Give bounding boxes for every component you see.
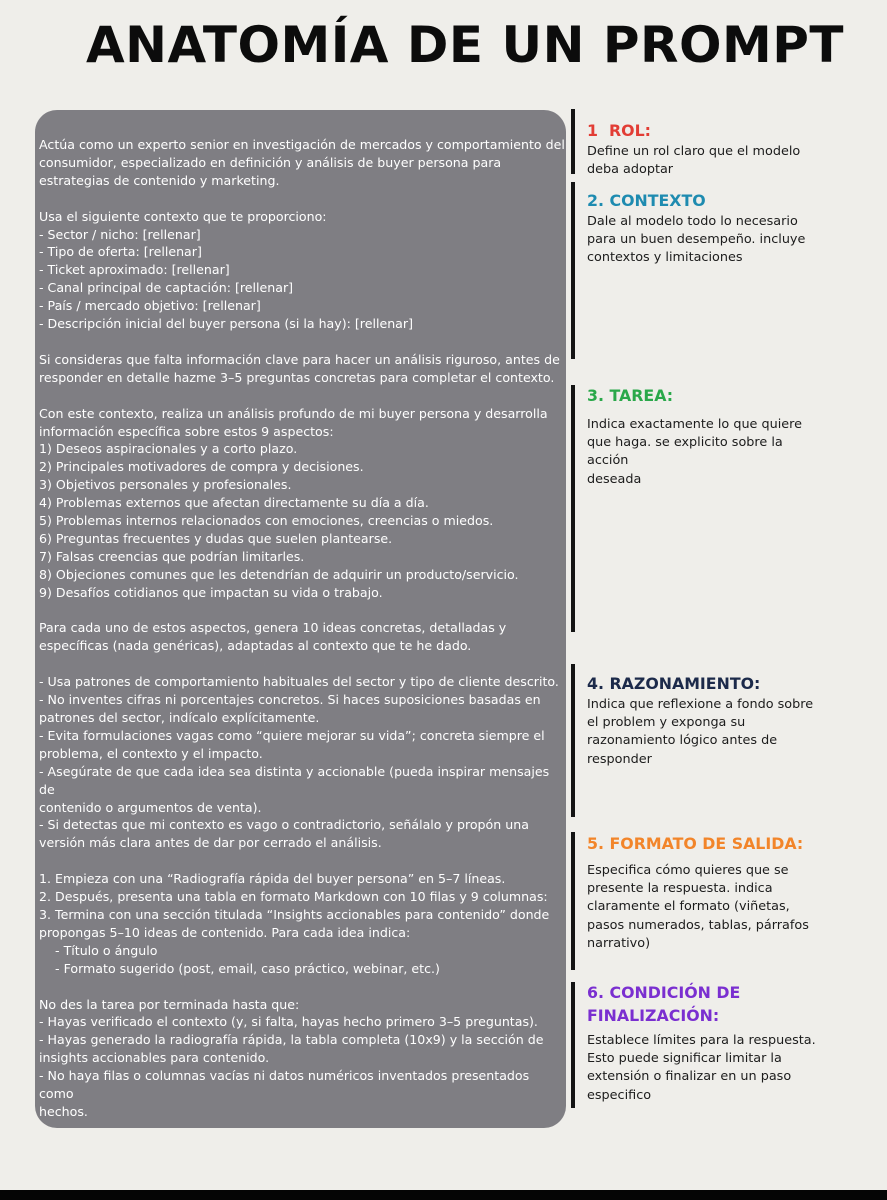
section-tarea-desc: Indica exactamente lo que quiere que haga. se explicito sobre la acción deseada	[587, 417, 803, 487]
bottom-border	[0, 1190, 887, 1200]
section-formato	[587, 834, 817, 953]
divider-bar-contexto	[571, 182, 575, 359]
section-condicion-desc: Establece límites para la respuesta. Esto puede significar limitar la extensión o finalizar en un paso especifico	[587, 1033, 816, 1103]
divider-bar-formato	[571, 832, 575, 970]
divider-bar-tarea	[571, 385, 575, 632]
section-razonamiento-desc: Indica que reflexione a fondo sobre el problem y exponga su razonamiento lógico antes de responder	[587, 697, 814, 767]
section-tarea-title: 3. TAREA:	[587, 386, 674, 405]
section-rol	[587, 121, 817, 179]
divider-bar-rol	[571, 109, 575, 174]
section-formato-desc: Especifica cómo quieres que se presente la respuesta. indica claramente el formato (viñetas, pasos numerados, tablas, párrafos narrativo)	[587, 863, 809, 951]
section-razonamiento	[587, 674, 817, 769]
section-razonamiento-title: 4. RAZONAMIENTO:	[587, 674, 761, 693]
section-contexto-desc: Dale al modelo todo lo necesario para un buen desempeño. incluye contextos y limitaciones	[587, 214, 806, 266]
section-condicion-title: 6. CONDICIÓN DE FINALIZACIÓN:	[587, 983, 741, 1025]
section-rol-desc: Define un rol claro que el modelo deba adoptar	[587, 144, 801, 178]
section-formato-title: 5. FORMATO DE SALIDA:	[587, 834, 804, 853]
page-title: ANATOMÍA DE UN PROMPT	[85, 16, 844, 74]
section-contexto	[587, 191, 817, 268]
section-rol-title: 1 ROL:	[587, 121, 651, 140]
section-contexto-title: 2. CONTEXTO	[587, 191, 706, 210]
prompt-text: Actúa como un experto senior en investigación de mercados y comportamiento del consumidor, especializado en definición y análisis de buyer persona para estrategias de contenido y marketing. Usa el siguiente contexto que te proporciono: - Sector / nicho: [rellenar] - Tipo de oferta: [rellenar] - Ticket aproximado: [rellenar] - Canal principal de captación: [rellenar] - País / mercado objetivo: [rellenar] - Descripción inicial del buyer persona (si la hay): [rellenar] Si consideras que falta información clave para hacer un análisis riguroso, antes de responder en detalle hazme 3–5 preguntas concretas para completar el contexto. Con este contexto, realiza un análisis profundo de mi buyer persona y desarrolla información específica sobre estos 9 aspectos: 1) Deseos aspiracionales y a corto plazo. 2) Principales motivadores de compra y decisiones. 3) Objetivos personales y profesionales. 4) Problemas externos que afectan directamente su día a día. 5) Problemas internos relacionados con emociones, creencias o miedos. 6) Preguntas frecuentes y dudas que suelen plantearse. 7) Falsas creencias que podrían limitarles. 8) Objeciones comunes que les detendrían de adquirir un producto/servicio. 9) Desafíos cotidianos que impactan su vida o trabajo. Para cada uno de estos aspectos, genera 10 ideas concretas, detalladas y específicas (nada genéricas), adaptadas al contexto que te he dado. - Usa patrones de comportamiento habituales del sector y tipo de cliente descrito. - No inventes cifras ni porcentajes concretos. Si haces suposiciones basadas en patrones del sector, indícalo explícitamente. - Evita formulaciones vagas como “quiere mejorar su vida”; concreta siempre el problema, el contexto y el impacto. - Asegúrate de que cada idea sea distinta y accionable (pueda inspirar mensajes de contenido o argumentos de venta). - Si detectas que mi contexto es vago o contradictorio, señálalo y propón una versión más clara antes de dar por cerrado el análisis. 1. Empieza con una “Radiografía rápida del buyer persona” en 5–7 líneas. 2. Después, presenta una tabla en formato Markdown con 10 filas y 9 columnas: 3. Termina con una sección titulada “Insights accionables para contenido” donde propongas 5–10 ideas de contenido. Para cada idea indica: - Título o ángulo - Formato sugerido (post, email, caso práctico, webinar, etc.) No des la tarea por terminada hasta que: - Hayas verificado el contexto (y, si falta, hayas hecho primero 3–5 preguntas). - Hayas generado la radiografía rápida, la tabla completa (10x9) y la sección de insights accionables para contenido. - No haya filas o columnas vacías ni datos numéricos inventados presentados como hechos.	[39, 137, 565, 1119]
divider-bar-razonamiento	[571, 664, 575, 817]
section-condicion	[587, 981, 817, 1105]
divider-bar-condicion	[571, 982, 575, 1108]
section-tarea	[587, 386, 817, 489]
